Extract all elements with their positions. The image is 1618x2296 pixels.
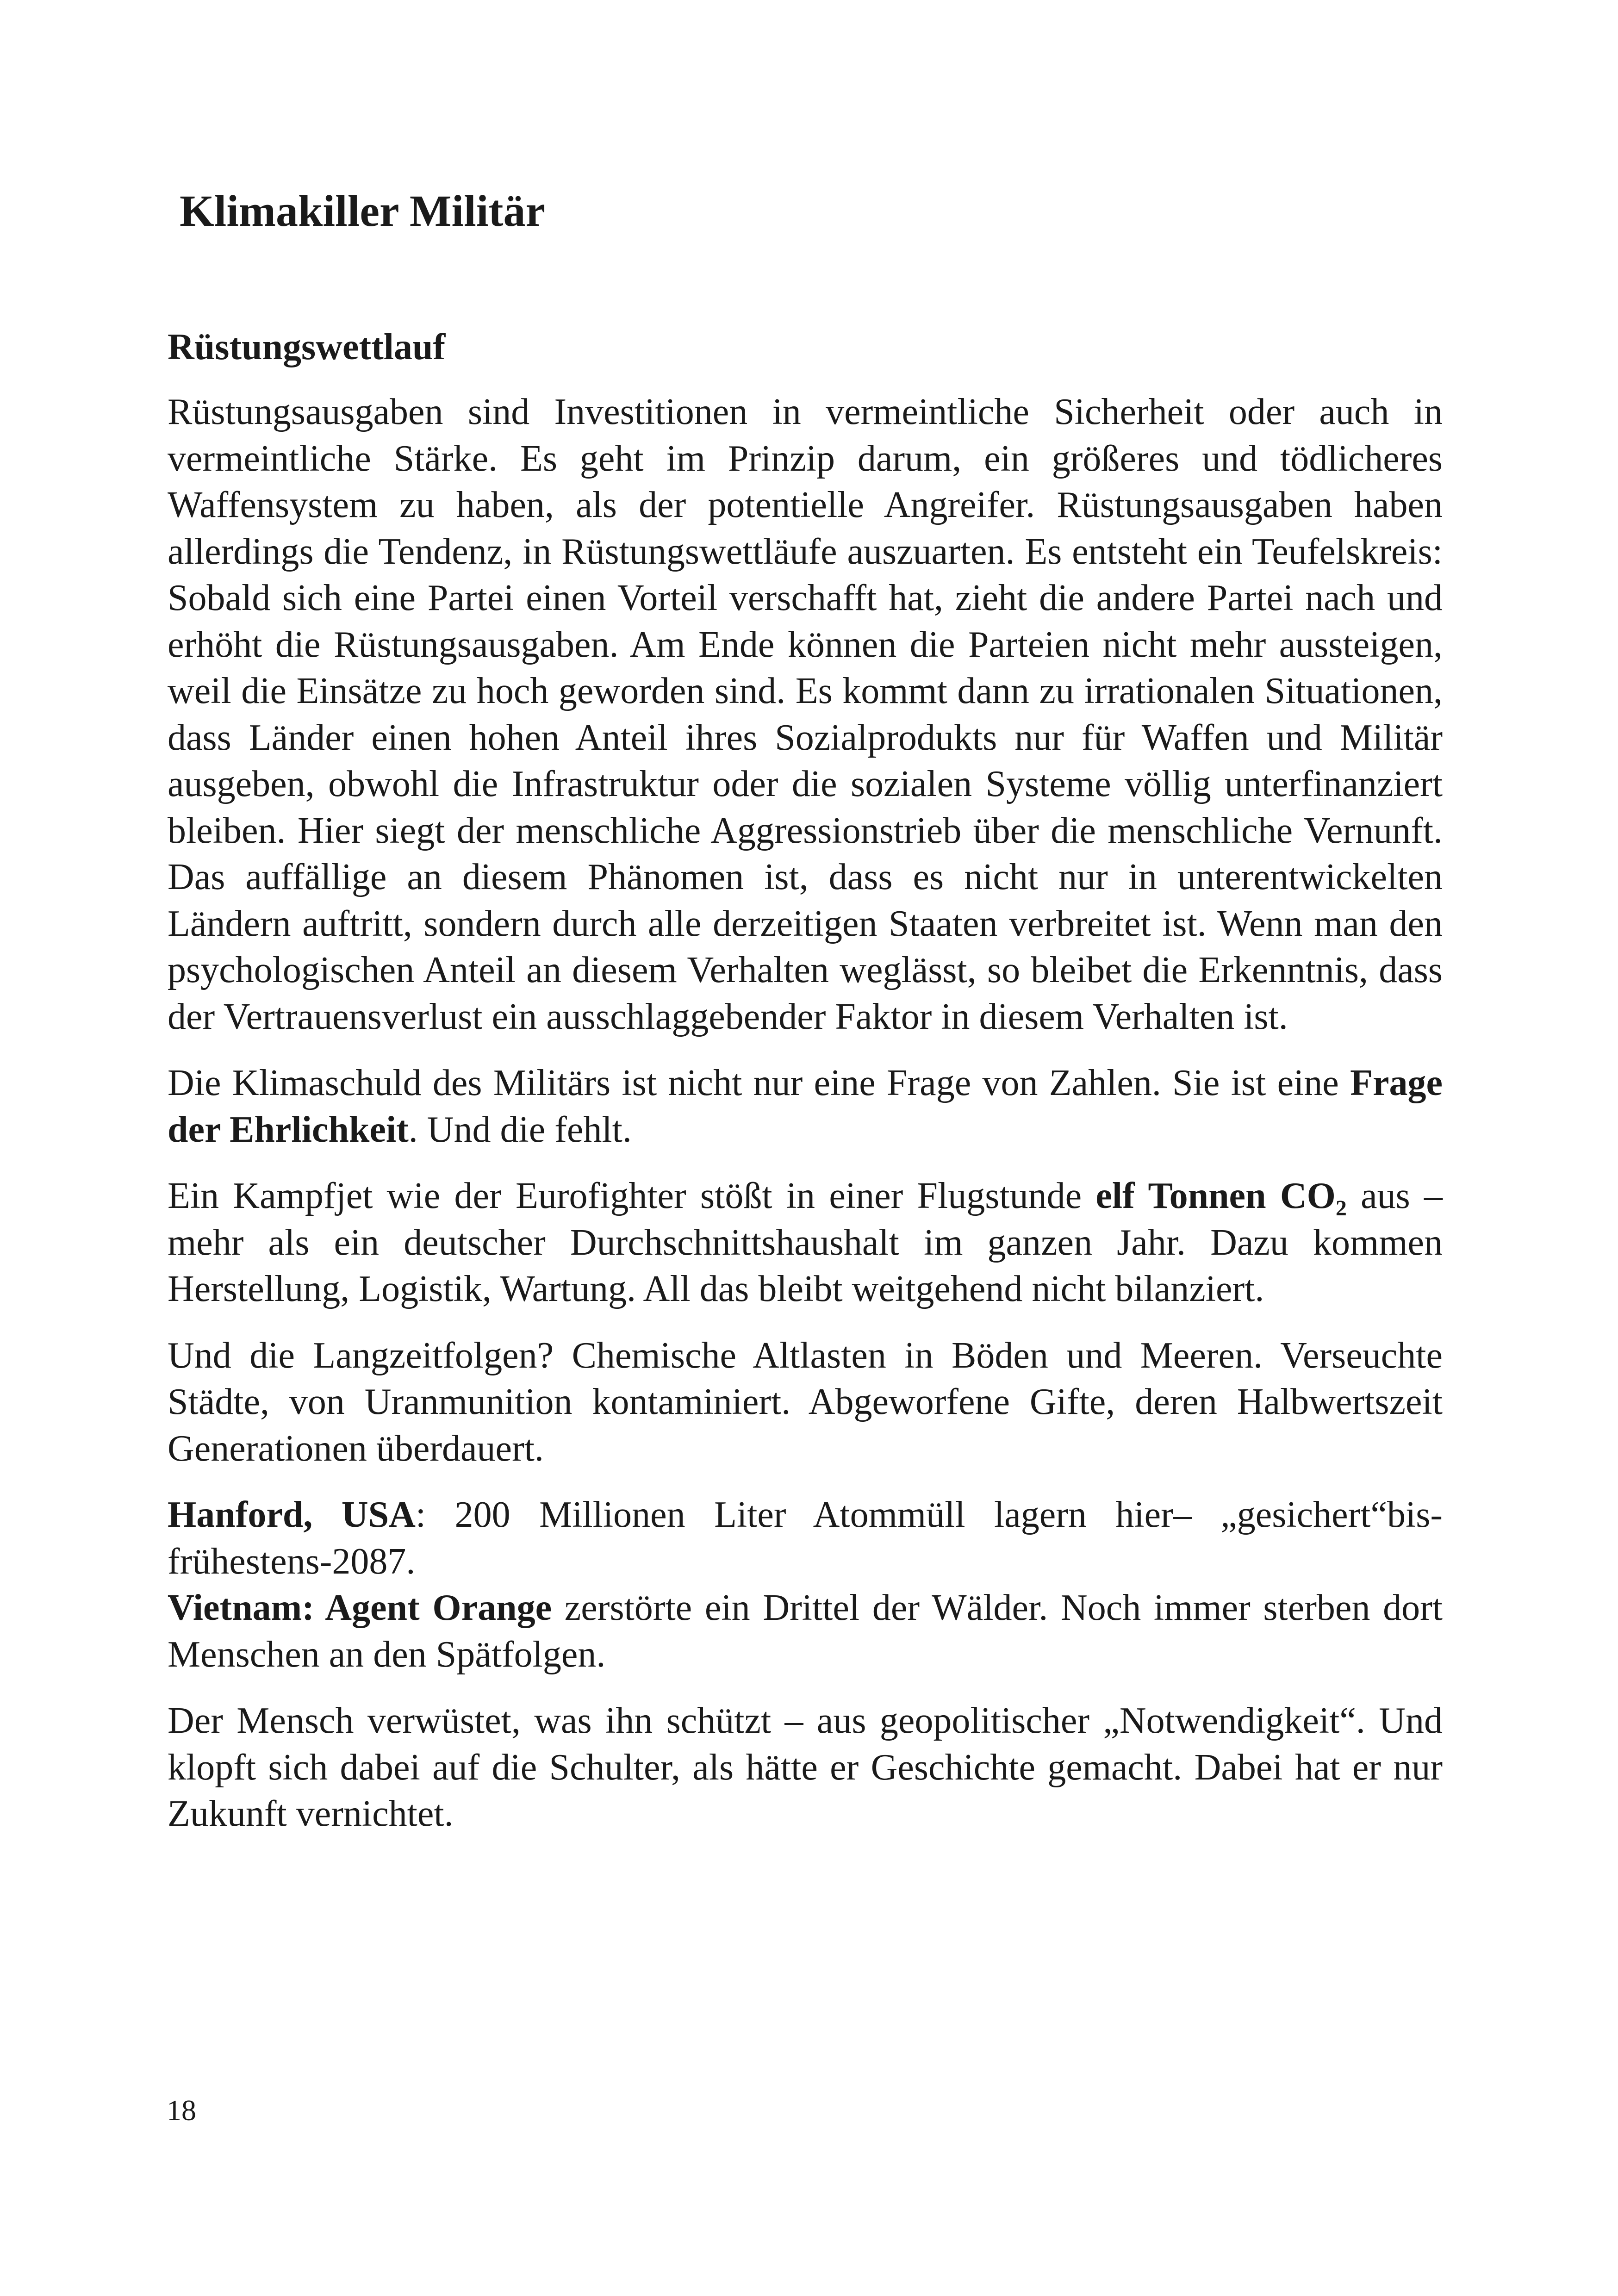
section-heading: Rüstungswettlauf <box>168 327 446 367</box>
chapter-title: Klimakiller Militär <box>180 186 546 236</box>
paragraph-climate-debt <box>168 1060 1443 1153</box>
emphasis-hanford: Hanford, USA <box>168 1494 416 1535</box>
paragraph-vietnam <box>168 1585 1443 1678</box>
paragraph-long-term-effects: Und die Langzeitfolgen? Chemische Altlasten in Böden und Meeren. Verseuchte Städte, von Uranmunition kontaminiert. Abgeworfene Gifte, deren Halbwertszeit Generationen überdauert. <box>168 1335 1443 1469</box>
paragraph-arms-race: Rüstungsausgaben sind Investitionen in vermeintliche Sicherheit oder auch in vermeintliche Stärke. Es geht im Prinzip darum, ein größeres und tödlicheres Waffensystem zu haben, als der potentielle Angreifer. Rüstungsausgaben haben allerdings die Tendenz, in Rüstungswettläufe auszuarten. Es entsteht ein Teufelskreis: Sobald sich eine Partei einen Vorteil verschafft hat, zieht die andere Partei nach und erhöht die Rüstungsausgaben. Am Ende können die Parteien nicht mehr aussteigen, weil die Einsätze zu hoch geworden sind. Es kommt dann zu irrationalen Situationen, dass Länder einen hohen Anteil ihres Sozialprodukts nur für Waffen und Militär ausgeben, obwohl die Infrastruktur oder die sozialen Systeme völlig unterfinanziert bleiben. Hier siegt der menschliche Aggressionstrieb über die menschliche Vernunft. Das auffällige an diesem Phänomen ist, dass es nicht nur in unterentwickelten Ländern auftritt, sondern durch alle derzeitigen Staaten verbreitet ist. Wenn man den psychologischen Anteil an diesem Verhalten weglässt, so bleibet die Erkenntnis, dass der Vertrauensverlust ein ausschlaggebender Faktor in diesem Verhalten ist. <box>168 392 1443 1037</box>
emphasis-co2-amount: elf Tonnen CO₂ <box>1095 1176 1347 1216</box>
paragraph-hanford-text: : 200 Millionen Liter Atommüll lagern hier– „gesichert“bis-frühestens-2087. <box>168 1494 1443 1582</box>
paragraph-hanford <box>168 1492 1443 1585</box>
page-number: 18 <box>167 2094 196 2127</box>
emphasis-agent-orange: Vietnam: Agent Orange <box>168 1587 552 1628</box>
paragraph-eurofighter-text: Ein Kampfjet wie der Eurofighter stößt in einer Flugstunde <box>168 1176 1096 1216</box>
paragraph-vietnam-text: zerstörte ein Drittel der Wälder. Noch immer sterben dort Menschen an den Spätfolgen. <box>168 1587 1443 1675</box>
emphasis-honesty: Frage der Ehrlichkeit <box>168 1063 1443 1150</box>
paragraph-eurofighter <box>168 1173 1443 1313</box>
paragraph-climate-debt-text: Die Klimaschuld des Militärs ist nicht nur eine Frage von Zahlen. Sie ist eine <box>168 1063 1350 1103</box>
page-body <box>168 324 1443 1857</box>
paragraph-climate-debt-end: . Und die fehlt. <box>408 1109 632 1150</box>
paragraph-eurofighter-end: aus – mehr als ein deutscher Durchschnittshaushalt im ganzen Jahr. Dazu kommen Herstellung, Logistik, Wartung. All das bleibt weitgehend nicht bilanziert. <box>168 1176 1443 1309</box>
paragraph-conclusion: Der Mensch verwüstet, was ihn schützt – aus geopolitischer „Notwendigkeit“. Und klopft sich dabei auf die Schulter, als hätte er Geschichte gemacht. Dabei hat er nur Zukunft vernichtet. <box>168 1700 1443 1834</box>
